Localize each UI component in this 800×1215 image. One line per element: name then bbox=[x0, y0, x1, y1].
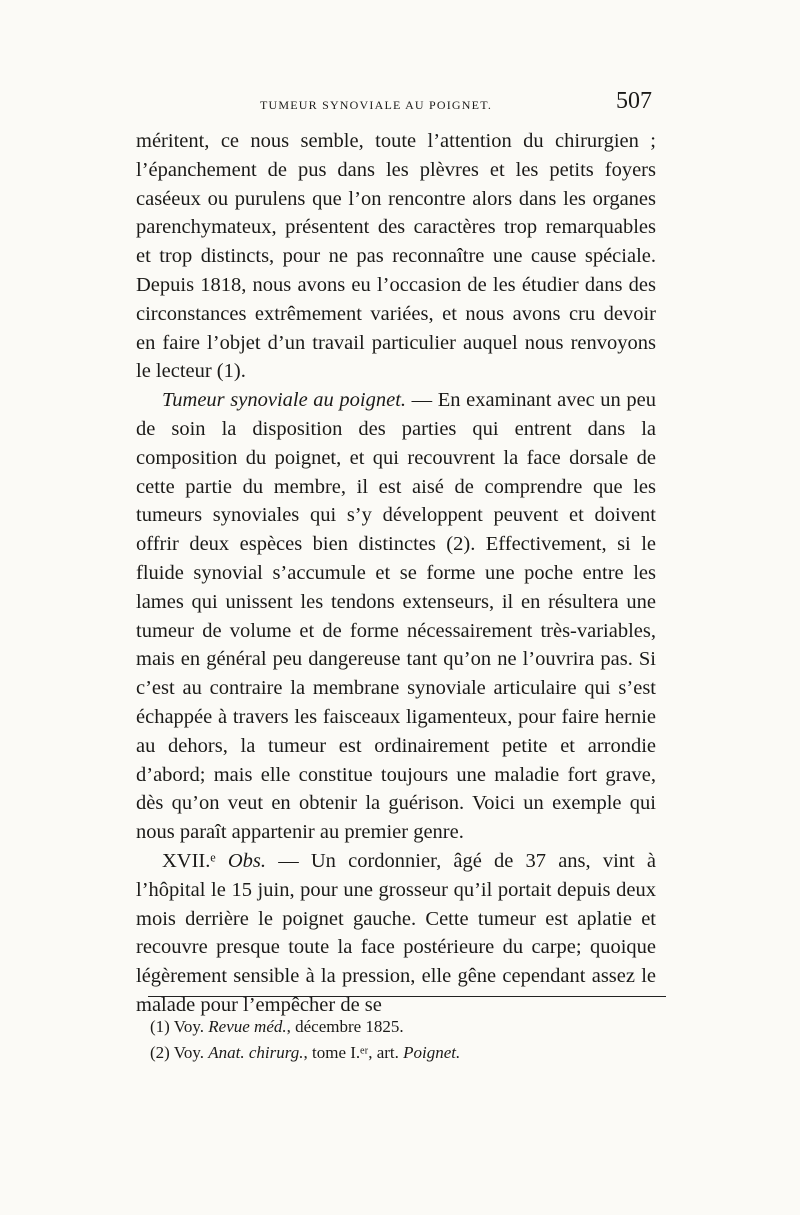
running-head: TUMEUR SYNOVIALE AU POIGNET. bbox=[260, 98, 493, 112]
paragraph-2 bbox=[136, 386, 656, 847]
footnote-1-mark: (1) bbox=[150, 1017, 170, 1036]
footnote-1-title: Revue méd. bbox=[208, 1017, 287, 1036]
observation-label: Obs. bbox=[227, 849, 267, 872]
footnotes bbox=[150, 1014, 670, 1066]
footnote-1-pre: Voy. bbox=[169, 1017, 209, 1036]
footnote-divider bbox=[148, 996, 666, 997]
paragraph-3 bbox=[136, 847, 656, 1020]
observation-number: XVII.ᵉ bbox=[162, 849, 216, 872]
footnote-2-article: Poignet. bbox=[403, 1043, 461, 1062]
footnote-1-post: , décembre 1825. bbox=[286, 1017, 404, 1036]
main-text bbox=[136, 127, 656, 1020]
paragraph-1: méritent, ce nous semble, toute l’attention du chirurgien ; l’épanchement de pus dans les plèvres et les petits foyers caséeux ou purulens que l’on rencontre alors dans les organes parenchymateux, présentent des caractères trop remarquables et trop distincts, pour ne pas reconnaître une cause spéciale. Depuis 1818, nous avons eu l’occasion de les étudier dans des circonstances extrêmement variées, et nous avons cru devoir en faire l’objet d’un travail particulier auquel nous renvoyons le lecteur (1). bbox=[136, 130, 656, 383]
page-header bbox=[120, 88, 660, 118]
paragraph-2-text: — En examinant avec un peu de soin la disposition des parties qui entrent dans la composition du poignet, et qui recouvrent la face dorsale de cette partie du membre, il est aisé de comprendre que les tumeurs synoviales qui s’y développent peuvent et doivent offrir deux espèces bien distinctes (2). Effectivement, si le fluide synovial s’accumule et se forme une poche entre les lames qui unissent les tendons extenseurs, il en résultera une tumeur de volume et de forme nécessairement très-variables, mais en général peu dangereuse tant qu’on ne l’ouvrira pas. Si c’est au contraire la membrane synoviale articulaire qui s’est échappée à travers les faisceaux ligamenteux, pour faire hernie au dehors, la tumeur est ordinairement petite et arrondie d’abord; mais elle constitue toujours une maladie fort grave, dès qu’on veut en obtenir la guérison. Voici un exemple qui nous paraît appartenir au premier genre. bbox=[136, 389, 656, 844]
footnote-2-title: Anat. chirurg. bbox=[208, 1043, 304, 1062]
footnote-1 bbox=[150, 1014, 670, 1040]
page-number: 507 bbox=[616, 88, 652, 114]
footnote-2-mark: (2) bbox=[150, 1043, 170, 1062]
section-title: Tumeur synoviale au poignet. bbox=[162, 389, 407, 412]
paragraph-3-text: — Un cordonnier, âgé de 37 ans, vint à l’hôpital le 15 juin, pour une grosseur qu’il portait depuis deux mois derrière le poignet gauche. Cette tumeur est aplatie et recouvre presque toute la face postérieure du carpe; quoique légèrement sensible à la pression, elle gêne cependant assez le malade pour l’empêcher de se bbox=[136, 849, 656, 1016]
footnote-2-pre: Voy. bbox=[169, 1043, 209, 1062]
footnote-2 bbox=[150, 1040, 670, 1066]
footnote-2-mid: , tome I.ᵉʳ, art. bbox=[303, 1043, 404, 1062]
